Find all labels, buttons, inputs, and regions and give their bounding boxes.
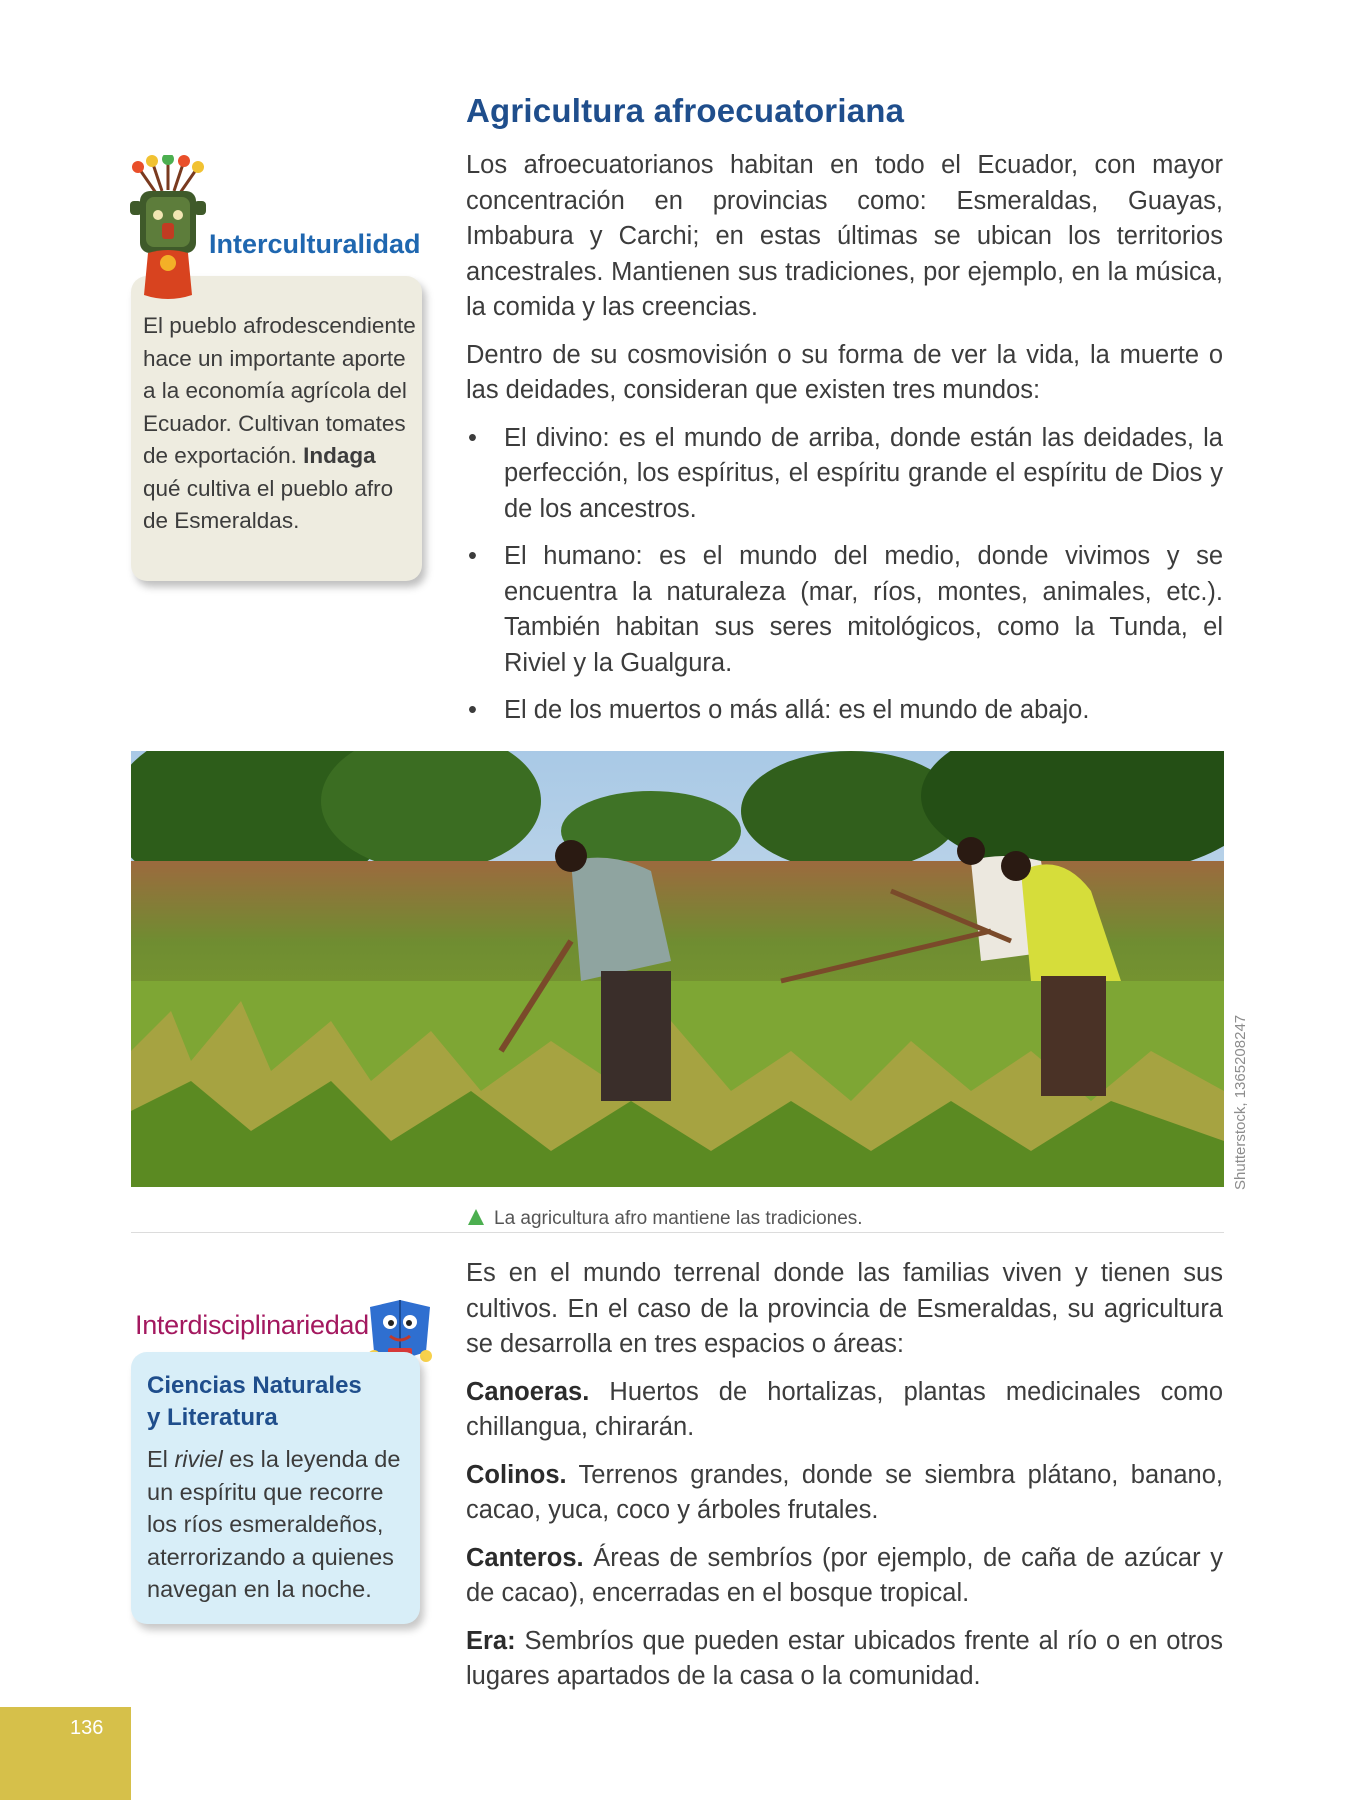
interculturalidad-text-part: El pueblo afrodescendiente hace un importante aporte a la economía agrícola del Ecuador. Cultivan tomates de exportación. bbox=[143, 313, 416, 468]
interculturalidad-text bbox=[143, 310, 418, 538]
interculturalidad-text-part: qué cultiva el pueblo afro de Esmeraldas. bbox=[143, 475, 394, 533]
intro-paragraph-1: Los afroecuatorianos habitan en todo el Ecuador, con mayor concentración en provincias como: Esmeraldas, Guayas, Imbabura y Carchi; en estas últimas se ubican los territorios ancestrales. Mantienen sus tradiciones, por ejemplo, en la música, la comida y las creencias. bbox=[466, 151, 1223, 321]
photo-caption-text: La agricultura afro mantiene las tradiciones. bbox=[494, 1208, 863, 1229]
term-text: Huertos de hortalizas, plantas medicinales como chillangua, chirarán. bbox=[466, 1377, 1223, 1441]
subtitle-line: y Literatura bbox=[147, 1404, 278, 1431]
list-item: • El divino: es el mundo de arriba, donde están las deidades, la perfección, los espíritus, el espíritu grande el espíritu de Dios y de los ancestros. bbox=[466, 421, 1223, 528]
list-item: • El de los muertos o más allá: es el mundo de abajo. bbox=[466, 693, 1223, 729]
term-label: Canteros. bbox=[466, 1543, 584, 1572]
italic-term: riviel bbox=[174, 1446, 223, 1472]
term-label: Era: bbox=[466, 1626, 516, 1655]
interculturalidad-heading: Interculturalidad bbox=[209, 229, 421, 259]
term-text: Sembríos que pueden estar ubicados frente al río o en otros lugares apartados de la casa o la comunidad. bbox=[466, 1626, 1223, 1690]
areas-section bbox=[466, 1256, 1223, 1707]
areas-intro: Es en el mundo terrenal donde las familias viven y tienen sus cultivos. En el caso de la provincia de Esmeraldas, su agricultura se desarrolla en tres espacios o áreas: bbox=[466, 1259, 1223, 1358]
interdisciplinariedad-text bbox=[147, 1443, 412, 1606]
term-text: Áreas de sembríos (por ejemplo, de caña de azúcar y de cacao), encerradas en el bosque tropical. bbox=[466, 1543, 1223, 1607]
divider bbox=[131, 1232, 1224, 1233]
intro-paragraph-2: Dentro de su cosmovisión o su forma de ver la vida, la muerte o las deidades, consideran que existen tres mundos: bbox=[466, 340, 1223, 404]
mask-figure-icon bbox=[118, 155, 218, 305]
farming-photo bbox=[131, 751, 1224, 1187]
term-paragraph bbox=[466, 1375, 1223, 1446]
worlds-list bbox=[466, 421, 1223, 729]
term-label: Colinos. bbox=[466, 1460, 567, 1489]
triangle-icon bbox=[468, 1209, 484, 1225]
list-item: • El humano: es el mundo del medio, donde vivimos y se encuentra la naturaleza (mar, ríos, montes, animales, etc.). También habitan sus seres mitológicos, como la Tunda, el Riviel y la Gualgura. bbox=[466, 539, 1223, 681]
page-number: 136 bbox=[70, 1717, 104, 1739]
term-paragraph bbox=[466, 1624, 1223, 1695]
text-part: El bbox=[147, 1446, 175, 1472]
interdisciplinariedad-heading: Interdisciplinariedad bbox=[135, 1310, 369, 1340]
interculturalidad-bold-word: Indaga bbox=[303, 443, 376, 468]
term-paragraph bbox=[466, 1541, 1223, 1612]
photo-credit: Shutterstock, 1365208247 bbox=[1232, 1014, 1249, 1190]
page-number-tab bbox=[0, 1707, 131, 1800]
term-paragraph bbox=[466, 1458, 1223, 1529]
headdress-feathers-icon bbox=[132, 155, 204, 193]
term-label: Canoeras. bbox=[466, 1377, 590, 1406]
page-title: Agricultura afroecuatoriana bbox=[466, 92, 905, 129]
subtitle-line: Ciencias Naturales bbox=[147, 1372, 362, 1399]
term-text: Terrenos grandes, donde se siembra plátano, banano, cacao, yuca, coco y árboles frutales. bbox=[466, 1460, 1223, 1524]
text-part: es la leyenda de un espíritu que recorre los ríos esmeraldeños, aterrorizando a quienes navegan en la noche. bbox=[147, 1446, 401, 1602]
intro-section bbox=[466, 148, 1223, 741]
interdisciplinariedad-subtitle bbox=[147, 1370, 407, 1434]
photo-caption bbox=[468, 1208, 863, 1230]
